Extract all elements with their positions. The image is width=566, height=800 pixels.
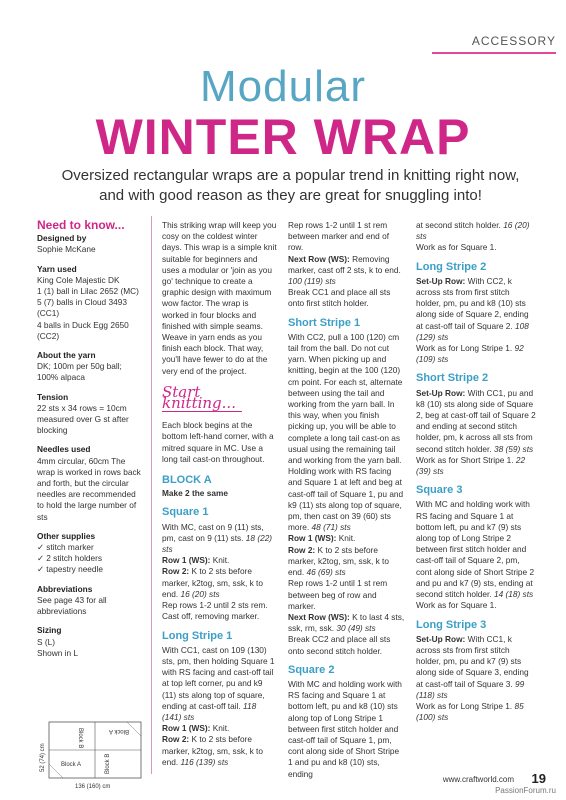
need-to-know-sidebar (37, 220, 143, 659)
long-stripe-2-heading: Long Stripe 2 (416, 260, 487, 273)
short-stripe-1-heading: Short Stripe 1 (288, 316, 361, 329)
supply-item: ✓ tapestry needle (37, 564, 103, 575)
yarn-line: 4 balls in Duck Egg 2650 (CC2) (37, 319, 129, 341)
square-3-heading: Square 3 (416, 484, 463, 497)
square-2-work: Work as for Square 1. (416, 242, 497, 253)
about-yarn-label: About the yarn (37, 350, 96, 361)
pattern-column-3 (416, 220, 536, 723)
short-stripe-1-break: Break CC2 and place all sts onto second stitch holder. (288, 634, 391, 656)
yarn-line: 1 (1) ball in Lilac 2652 (MC) (37, 286, 139, 297)
watermark: PassionForum.ru (495, 786, 556, 795)
make-note: Make 2 the same (162, 488, 228, 499)
long-stripe-2-text: Set-Up Row: With CC2, k across sts from first stitch holder, pm, pu and k8 (10) sts along side of Square 2, ending at cast-off tail of Square 2. 108 (129) sts (416, 275, 529, 342)
short-stripe-1-repeat: Rep rows 1-2 until 1 st rem between beg of row and marker. (288, 578, 388, 611)
long-stripe-3-heading: Long Stripe 3 (416, 618, 487, 631)
start-knitting-text: Each block begins at the bottom left-hand corner, with a mitred square in MC. Use a long tail cast-on throughout. (162, 420, 274, 464)
column-divider (151, 216, 152, 774)
square-2-continued: at second stitch holder. 16 (20) sts (416, 220, 530, 242)
square-1-heading: Square 1 (162, 506, 209, 519)
diagram-block-b-label: Block B (77, 728, 83, 749)
repeat-text: Rep rows 1-2 until 1 st rem between marker and end of row. (288, 220, 390, 253)
diagram-height-label: 52 (74) cm (40, 743, 46, 772)
yarn-used-label: Yarn used (37, 263, 77, 274)
short-stripe-2-work: Work as for Short Stripe 1. 22 (39) sts (416, 454, 526, 477)
long-stripe-1-row-2: Row 2: K to 2 sts before marker, k2tog, sm, ssk, k to end. 116 (139) sts (162, 734, 263, 767)
break-text: Break CC1 and place all sts onto first stitch holder. (288, 287, 391, 309)
section-rule (432, 52, 556, 54)
designer-name: Sophie McKane (37, 244, 96, 255)
short-stripe-2-heading: Short Stripe 2 (416, 372, 489, 385)
square-3-text: With MC and holding work with RS facing and Square 1 at bottom left, pu and k7 (9) sts along top of Long Stripe 2 between first stitch holder and cast-off tail of Square 2, pm, cont along side of Short Stripe 2 and pu and k7 (9) sts, ending at second stitch holder. 14 (18) sts (416, 499, 535, 600)
diagram-width-label: 136 (160) cm (75, 784, 111, 790)
square-2-heading: Square 2 (288, 663, 335, 676)
title-line1: Modular (200, 62, 366, 111)
standfirst: Oversized rectangular wraps are a popular trend in knitting right now, and with good reason as they are great for snuggling into! (61, 167, 520, 204)
tension: 22 sts x 34 rows = 10cm measured over G st after blocking (37, 402, 129, 436)
diagram-block-a-label: Block A (108, 728, 129, 734)
long-stripe-3-work: Work as for Long Stripe 1. 85 (100) sts (416, 700, 524, 723)
pattern-column-2 (288, 220, 406, 780)
section-tag: ACCESSORY (471, 34, 556, 48)
short-stripe-2-text: Set-Up Row: With CC1, pu and k8 (10) sts along side of Square 2, beg at cast-off tail of Square 2 and ending at second stitch holder, pm, k across all sts from second stitch holder. 38 (59) sts (416, 387, 536, 454)
sizing-label: Sizing (37, 625, 62, 636)
short-stripe-1-row-1: Row 1 (WS): Knit. (288, 533, 356, 544)
long-stripe-1-text: With CC1, cast on 109 (130) sts, pm, then holding Square 1 with RS facing and cast-off tail at top left corner, pu and k9 (11) sts along top of square, ending at cast-off tail. 118 (141) sts (162, 644, 275, 722)
square-2-text: With MC and holding work with RS facing and Square 1 at bottom left, pu and k8 (10) sts along top of Long Stripe 1 between first stitch holder and cast-off tail of Square 1, pm, cont along side of Short Stripe 1 and pu and k8 (10) sts, ending (288, 678, 402, 779)
block-a-heading: BLOCK A (162, 474, 212, 487)
wrap-schematic-diagram (37, 720, 147, 792)
sizing-line: S (L) (37, 636, 55, 647)
long-stripe-3-text: Set-Up Row: With CC1, k across sts from first stitch holder, pm, pu and k7 (9) sts along side of Square 3, ending at cast-off tail of Square 3. 99 (118) sts (416, 633, 529, 700)
pattern-column-1 (162, 220, 277, 768)
abbreviations: See page 43 for all abbreviations (37, 594, 107, 617)
square-3-work: Work as for Square 1. (416, 600, 497, 611)
diagram-block-a-label: Block A (61, 762, 82, 768)
start-knitting-heading: Start knitting... (162, 382, 236, 413)
designed-by-label: Designed by (37, 233, 87, 244)
supply-item: ✓ 2 stitch holders (37, 553, 103, 564)
yarn-line: King Cole Majestic DK (37, 274, 120, 285)
about-yarn: DK; 100m per 50g ball; 100% alpaca (37, 361, 122, 383)
intro-text: This striking wrap will keep you cosy on the coldest winter days. This wrap is a simple knit suitable for beginners and uses a modular or 'join as you go' technique to create a graphic design with maximum wow factor. The wrap is worked in four blocks and finished with simple seams. Weave in yarn ends as you finish each block. That way, you'll have fewer to do at the very end of the project. (162, 220, 277, 376)
square-1-text: With MC, cast on 9 (11) sts, pm, cast on 9 (11) sts. 18 (22) sts (162, 521, 273, 555)
short-stripe-1-text: With CC2, pull a 100 (120) cm tail from the ball. Do not cut yarn. When picking up and knitting, begin at the 100 (120) cm point. For each st, alternate between using the tail and working from the yarn ball. In this way, when you finish picking up, you will be able to complete a long tail cast-on as usual using the remaining tail and working from the yarn ball. Holding work with RS facing and Square 1 at left and beg at cast-off tail of Square 1, pu and k9 (11) sts along top of square, pm, then cast on 39 (60) sts more. 48 (71) sts (288, 331, 404, 533)
sizing-line: Shown in L (37, 647, 79, 658)
short-stripe-1-next-row: Next Row (WS): K to last 4 sts, ssk, rm, ssk. 30 (49) sts (288, 611, 405, 634)
sidebar-heading: Need to know... (37, 218, 125, 232)
long-stripe-1-row-1: Row 1 (WS): Knit. (162, 723, 230, 734)
supplies-label: Other supplies (37, 530, 96, 541)
title-line2: WINTER WRAP (95, 109, 471, 165)
long-stripe-1-heading: Long Stripe 1 (162, 629, 233, 642)
long-stripe-2-work: Work as for Long Stripe 1. 92 (109) sts (416, 343, 524, 365)
yarn-line: 5 (7) balls in Cloud 3493 (CC1) (37, 297, 127, 319)
square-1-repeat: Rep rows 1-2 until 2 sts rem. Cast off, removing marker. (162, 600, 268, 622)
needles-label: Needles used (37, 444, 91, 455)
row-2-instruction: Row 2: K to 2 sts before marker, k2tog, sm, ssk, k to end. 16 (20) sts (162, 566, 263, 599)
supply-item: ✓ stitch marker (37, 542, 94, 553)
page-number: 19 (531, 771, 546, 786)
next-row-instruction: Next Row (WS): Removing marker, cast off 2 sts, k to end. 100 (119) sts (288, 253, 401, 287)
tension-label: Tension (37, 391, 69, 402)
footer-url[interactable]: www.craftworld.com (442, 775, 514, 784)
abbreviations-label: Abbreviations (37, 583, 93, 594)
needles: 4mm circular, 60cm The wrap is worked in rows back and forth, but the circular needles are recommended to hold the large number of sts (37, 455, 141, 522)
diagram-block-b-label: Block B (105, 753, 111, 774)
short-stripe-1-row-2: Row 2: K to 2 sts before marker, k2tog, sm, ssk, k to end. 46 (69) sts (288, 544, 389, 578)
row-1-instruction: Row 1 (WS): Knit. (162, 555, 230, 566)
